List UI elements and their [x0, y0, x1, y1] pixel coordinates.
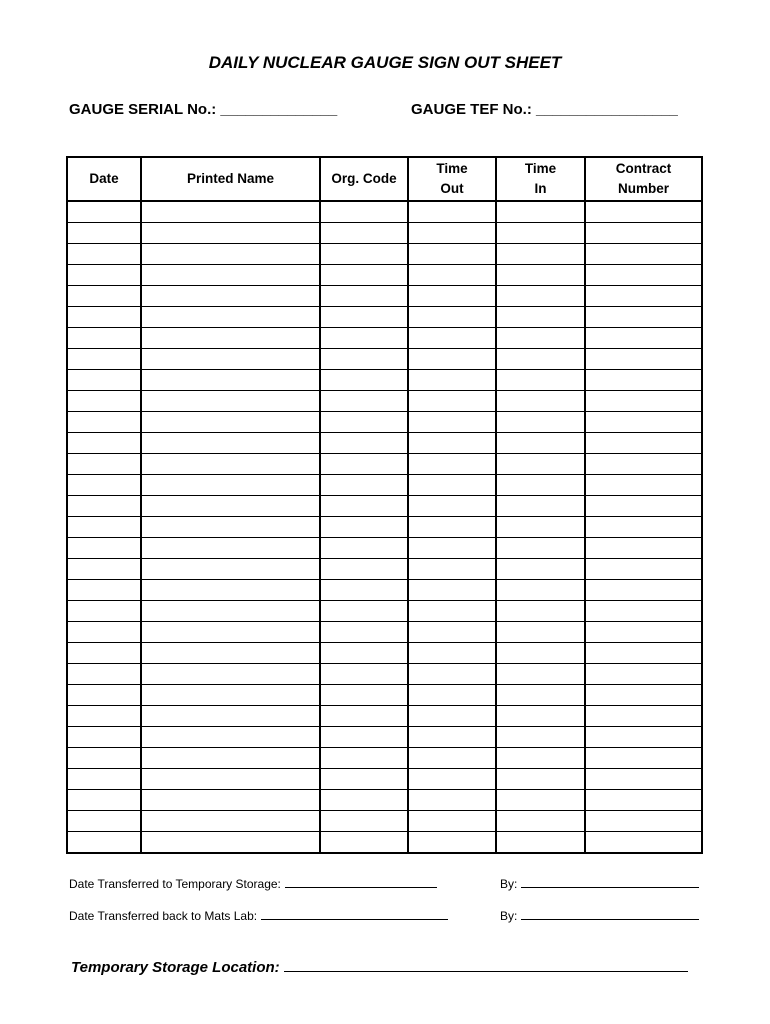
table-cell[interactable] [320, 832, 408, 854]
table-row [67, 685, 702, 706]
table-cell[interactable] [67, 811, 141, 832]
table-row [67, 244, 702, 265]
table-cell[interactable] [320, 685, 408, 706]
table-cell[interactable] [408, 391, 496, 412]
table-row [67, 790, 702, 811]
table-cell[interactable] [585, 832, 702, 854]
by-field-1[interactable] [500, 875, 699, 891]
table-cell[interactable] [585, 685, 702, 706]
table-cell[interactable] [496, 265, 585, 286]
table-row [67, 433, 702, 454]
table-row [67, 622, 702, 643]
table-cell[interactable] [408, 769, 496, 790]
table-cell[interactable] [408, 454, 496, 475]
table-cell[interactable] [408, 622, 496, 643]
gauge-tef-label: GAUGE TEF No.: _________________ [411, 101, 678, 118]
column-header-time-in: Time In [496, 157, 585, 201]
table-cell[interactable] [408, 748, 496, 769]
table-cell[interactable] [585, 475, 702, 496]
table-cell[interactable] [585, 706, 702, 727]
table-cell[interactable] [141, 496, 320, 517]
by-line-2[interactable] [521, 907, 699, 920]
table-cell[interactable] [320, 559, 408, 580]
table-cell[interactable] [408, 370, 496, 391]
table-cell[interactable] [585, 622, 702, 643]
table-cell[interactable] [496, 433, 585, 454]
table-cell[interactable] [320, 328, 408, 349]
table-cell[interactable] [67, 454, 141, 475]
table-cell[interactable] [408, 412, 496, 433]
table-cell[interactable] [408, 538, 496, 559]
table-cell[interactable] [141, 769, 320, 790]
table-cell[interactable] [320, 517, 408, 538]
table-cell[interactable] [67, 538, 141, 559]
table-cell[interactable] [141, 433, 320, 454]
table-cell[interactable] [585, 769, 702, 790]
table-cell[interactable] [67, 307, 141, 328]
table-cell[interactable] [320, 643, 408, 664]
table-cell[interactable] [320, 412, 408, 433]
table-cell[interactable] [496, 790, 585, 811]
column-header-contract-number: Contract Number [585, 157, 702, 201]
column-header-date: Date [67, 157, 141, 201]
table-cell[interactable] [320, 727, 408, 748]
table-cell[interactable] [67, 265, 141, 286]
table-cell[interactable] [320, 790, 408, 811]
table-cell[interactable] [585, 433, 702, 454]
table-cell[interactable] [67, 790, 141, 811]
table-cell[interactable] [585, 811, 702, 832]
table-row [67, 475, 702, 496]
table-cell[interactable] [585, 580, 702, 601]
table-cell[interactable] [67, 559, 141, 580]
table-cell[interactable] [496, 601, 585, 622]
table-cell[interactable] [320, 601, 408, 622]
table-cell[interactable] [141, 685, 320, 706]
table-cell[interactable] [496, 559, 585, 580]
table-cell[interactable] [141, 349, 320, 370]
table-row [67, 601, 702, 622]
table-cell[interactable] [408, 307, 496, 328]
table-row [67, 328, 702, 349]
table-cell[interactable] [141, 286, 320, 307]
table-cell[interactable] [585, 370, 702, 391]
table-cell[interactable] [496, 811, 585, 832]
table-cell[interactable] [320, 748, 408, 769]
table-cell[interactable] [496, 286, 585, 307]
table-cell[interactable] [585, 601, 702, 622]
transferred-temp-label: Date Transferred to Temporary Storage: [69, 877, 281, 891]
table-cell[interactable] [585, 265, 702, 286]
table-cell[interactable] [141, 748, 320, 769]
table-row [67, 706, 702, 727]
table-cell[interactable] [496, 769, 585, 790]
table-cell[interactable] [496, 307, 585, 328]
table-cell[interactable] [496, 391, 585, 412]
table-cell[interactable] [320, 433, 408, 454]
table-row [67, 517, 702, 538]
table-cell[interactable] [67, 328, 141, 349]
table-row [67, 412, 702, 433]
table-row [67, 748, 702, 769]
table-cell[interactable] [67, 580, 141, 601]
table-cell[interactable] [496, 685, 585, 706]
table-cell[interactable] [67, 223, 141, 244]
table-cell[interactable] [585, 391, 702, 412]
table-row [67, 307, 702, 328]
table-cell[interactable] [585, 748, 702, 769]
table-cell[interactable] [496, 328, 585, 349]
table-cell[interactable] [67, 832, 141, 854]
table-cell[interactable] [408, 433, 496, 454]
table-cell[interactable] [67, 370, 141, 391]
table-cell[interactable] [585, 328, 702, 349]
table-cell[interactable] [320, 201, 408, 223]
table-cell[interactable] [320, 370, 408, 391]
table-cell[interactable] [320, 265, 408, 286]
by-field-2[interactable] [500, 907, 699, 923]
table-cell[interactable] [141, 391, 320, 412]
table-cell[interactable] [141, 832, 320, 854]
by-label-2: By: [500, 909, 518, 923]
table-cell[interactable] [408, 517, 496, 538]
table-cell[interactable] [320, 664, 408, 685]
storage-location-field[interactable] [71, 957, 688, 976]
table-cell[interactable] [408, 601, 496, 622]
table-row [67, 727, 702, 748]
table-cell[interactable] [320, 769, 408, 790]
transferred-temp-line[interactable] [285, 875, 437, 888]
table-cell[interactable] [585, 790, 702, 811]
table-cell[interactable] [320, 286, 408, 307]
table-cell[interactable] [585, 307, 702, 328]
table-cell[interactable] [585, 349, 702, 370]
table-cell[interactable] [408, 790, 496, 811]
table-row [67, 559, 702, 580]
table-row [67, 643, 702, 664]
table-cell[interactable] [408, 496, 496, 517]
table-cell[interactable] [67, 664, 141, 685]
table-row [67, 454, 702, 475]
column-header-time-out: Time Out [408, 157, 496, 201]
table-cell[interactable] [496, 580, 585, 601]
table-cell[interactable] [320, 244, 408, 265]
table-cell[interactable] [141, 538, 320, 559]
table-cell[interactable] [141, 643, 320, 664]
table-row [67, 811, 702, 832]
storage-location-label: Temporary Storage Location: [71, 959, 280, 976]
table-cell[interactable] [67, 286, 141, 307]
table-row [67, 370, 702, 391]
table-cell[interactable] [320, 307, 408, 328]
table-cell[interactable] [141, 328, 320, 349]
table-cell[interactable] [141, 811, 320, 832]
table-cell[interactable] [67, 517, 141, 538]
table-cell[interactable] [67, 244, 141, 265]
table-row [67, 664, 702, 685]
table-row [67, 349, 702, 370]
gauge-tef-field[interactable] [411, 101, 678, 118]
table-cell[interactable] [67, 769, 141, 790]
table-cell[interactable] [408, 223, 496, 244]
table-cell[interactable] [585, 517, 702, 538]
transferred-back-field[interactable] [69, 907, 448, 923]
table-cell[interactable] [496, 622, 585, 643]
storage-location-line[interactable] [284, 957, 688, 972]
table-cell[interactable] [141, 307, 320, 328]
table-cell[interactable] [408, 244, 496, 265]
table-cell[interactable] [67, 643, 141, 664]
table-cell[interactable] [408, 580, 496, 601]
table-cell[interactable] [141, 201, 320, 223]
table-cell[interactable] [408, 811, 496, 832]
table-cell[interactable] [320, 223, 408, 244]
column-header-org-code: Org. Code [320, 157, 408, 201]
table-cell[interactable] [408, 685, 496, 706]
table-cell[interactable] [67, 433, 141, 454]
table-cell[interactable] [585, 201, 702, 223]
table-cell[interactable] [496, 727, 585, 748]
table-cell[interactable] [320, 496, 408, 517]
table-cell[interactable] [496, 201, 585, 223]
table-body [67, 201, 702, 853]
table-cell[interactable] [408, 328, 496, 349]
table-cell[interactable] [141, 559, 320, 580]
table-cell[interactable] [320, 475, 408, 496]
table-cell[interactable] [141, 580, 320, 601]
sign-out-table [66, 156, 703, 854]
table-cell[interactable] [141, 223, 320, 244]
table-cell[interactable] [585, 286, 702, 307]
table-cell[interactable] [141, 244, 320, 265]
table-cell[interactable] [320, 811, 408, 832]
table-cell[interactable] [67, 622, 141, 643]
by-line-1[interactable] [521, 875, 699, 888]
table-cell[interactable] [141, 412, 320, 433]
table-cell[interactable] [496, 223, 585, 244]
table-cell[interactable] [585, 664, 702, 685]
table-cell[interactable] [408, 559, 496, 580]
table-row [67, 538, 702, 559]
table-row [67, 201, 702, 223]
table-cell[interactable] [585, 538, 702, 559]
table-cell[interactable] [496, 517, 585, 538]
table-cell[interactable] [141, 790, 320, 811]
table-cell[interactable] [320, 622, 408, 643]
table-cell[interactable] [67, 391, 141, 412]
table-cell[interactable] [496, 370, 585, 391]
table-cell[interactable] [408, 832, 496, 854]
table-cell[interactable] [320, 538, 408, 559]
table-cell[interactable] [408, 664, 496, 685]
table-cell[interactable] [67, 496, 141, 517]
table-cell[interactable] [585, 223, 702, 244]
table-cell[interactable] [67, 412, 141, 433]
page-title: DAILY NUCLEAR GAUGE SIGN OUT SHEET [208, 53, 562, 72]
transferred-temp-field[interactable] [69, 875, 437, 891]
table-cell[interactable] [141, 601, 320, 622]
table-cell[interactable] [496, 748, 585, 769]
table-row [67, 286, 702, 307]
table-row [67, 391, 702, 412]
table-cell[interactable] [408, 265, 496, 286]
table-cell[interactable] [496, 706, 585, 727]
table-cell[interactable] [585, 412, 702, 433]
table-cell[interactable] [320, 349, 408, 370]
column-header-printed-name: Printed Name [141, 157, 320, 201]
table-cell[interactable] [67, 601, 141, 622]
table-cell[interactable] [496, 475, 585, 496]
table-cell[interactable] [320, 706, 408, 727]
table-cell[interactable] [408, 349, 496, 370]
table-cell[interactable] [496, 349, 585, 370]
table-cell[interactable] [67, 201, 141, 223]
table-cell[interactable] [496, 454, 585, 475]
table-cell[interactable] [67, 706, 141, 727]
table-cell[interactable] [585, 559, 702, 580]
table-row [67, 223, 702, 244]
table-cell[interactable] [408, 475, 496, 496]
table-row [67, 769, 702, 790]
table-cell[interactable] [320, 391, 408, 412]
table-cell[interactable] [408, 643, 496, 664]
table-cell[interactable] [585, 727, 702, 748]
table-cell[interactable] [496, 643, 585, 664]
table-cell[interactable] [67, 727, 141, 748]
table-cell[interactable] [496, 538, 585, 559]
table-cell[interactable] [496, 832, 585, 854]
table-cell[interactable] [141, 517, 320, 538]
table-cell[interactable] [585, 643, 702, 664]
table-cell[interactable] [320, 454, 408, 475]
table-cell[interactable] [141, 664, 320, 685]
gauge-serial-field[interactable] [69, 101, 337, 118]
table-cell[interactable] [67, 748, 141, 769]
table-cell[interactable] [141, 706, 320, 727]
table-cell[interactable] [408, 201, 496, 223]
table-cell[interactable] [496, 244, 585, 265]
table-cell[interactable] [496, 664, 585, 685]
table-cell[interactable] [141, 475, 320, 496]
table-cell[interactable] [67, 475, 141, 496]
table-cell[interactable] [585, 496, 702, 517]
table-cell[interactable] [67, 685, 141, 706]
table-row [67, 265, 702, 286]
table-cell[interactable] [408, 706, 496, 727]
table-cell[interactable] [141, 370, 320, 391]
table-cell[interactable] [141, 454, 320, 475]
table-cell[interactable] [141, 265, 320, 286]
table-cell[interactable] [585, 244, 702, 265]
table-row [67, 580, 702, 601]
transferred-back-label: Date Transferred back to Mats Lab: [69, 909, 258, 923]
gauge-serial-label: GAUGE SERIAL No.: ______________ [69, 101, 338, 118]
table-cell[interactable] [585, 454, 702, 475]
by-label-1: By: [500, 877, 518, 891]
table-row [67, 496, 702, 517]
table-cell[interactable] [141, 622, 320, 643]
table-cell[interactable] [67, 349, 141, 370]
table-cell[interactable] [408, 727, 496, 748]
table-cell[interactable] [496, 412, 585, 433]
table-cell[interactable] [496, 496, 585, 517]
table-cell[interactable] [320, 580, 408, 601]
transferred-back-line[interactable] [261, 907, 448, 920]
table-cell[interactable] [408, 286, 496, 307]
table-cell[interactable] [141, 727, 320, 748]
table-header-row [67, 157, 702, 201]
table-row [67, 832, 702, 854]
